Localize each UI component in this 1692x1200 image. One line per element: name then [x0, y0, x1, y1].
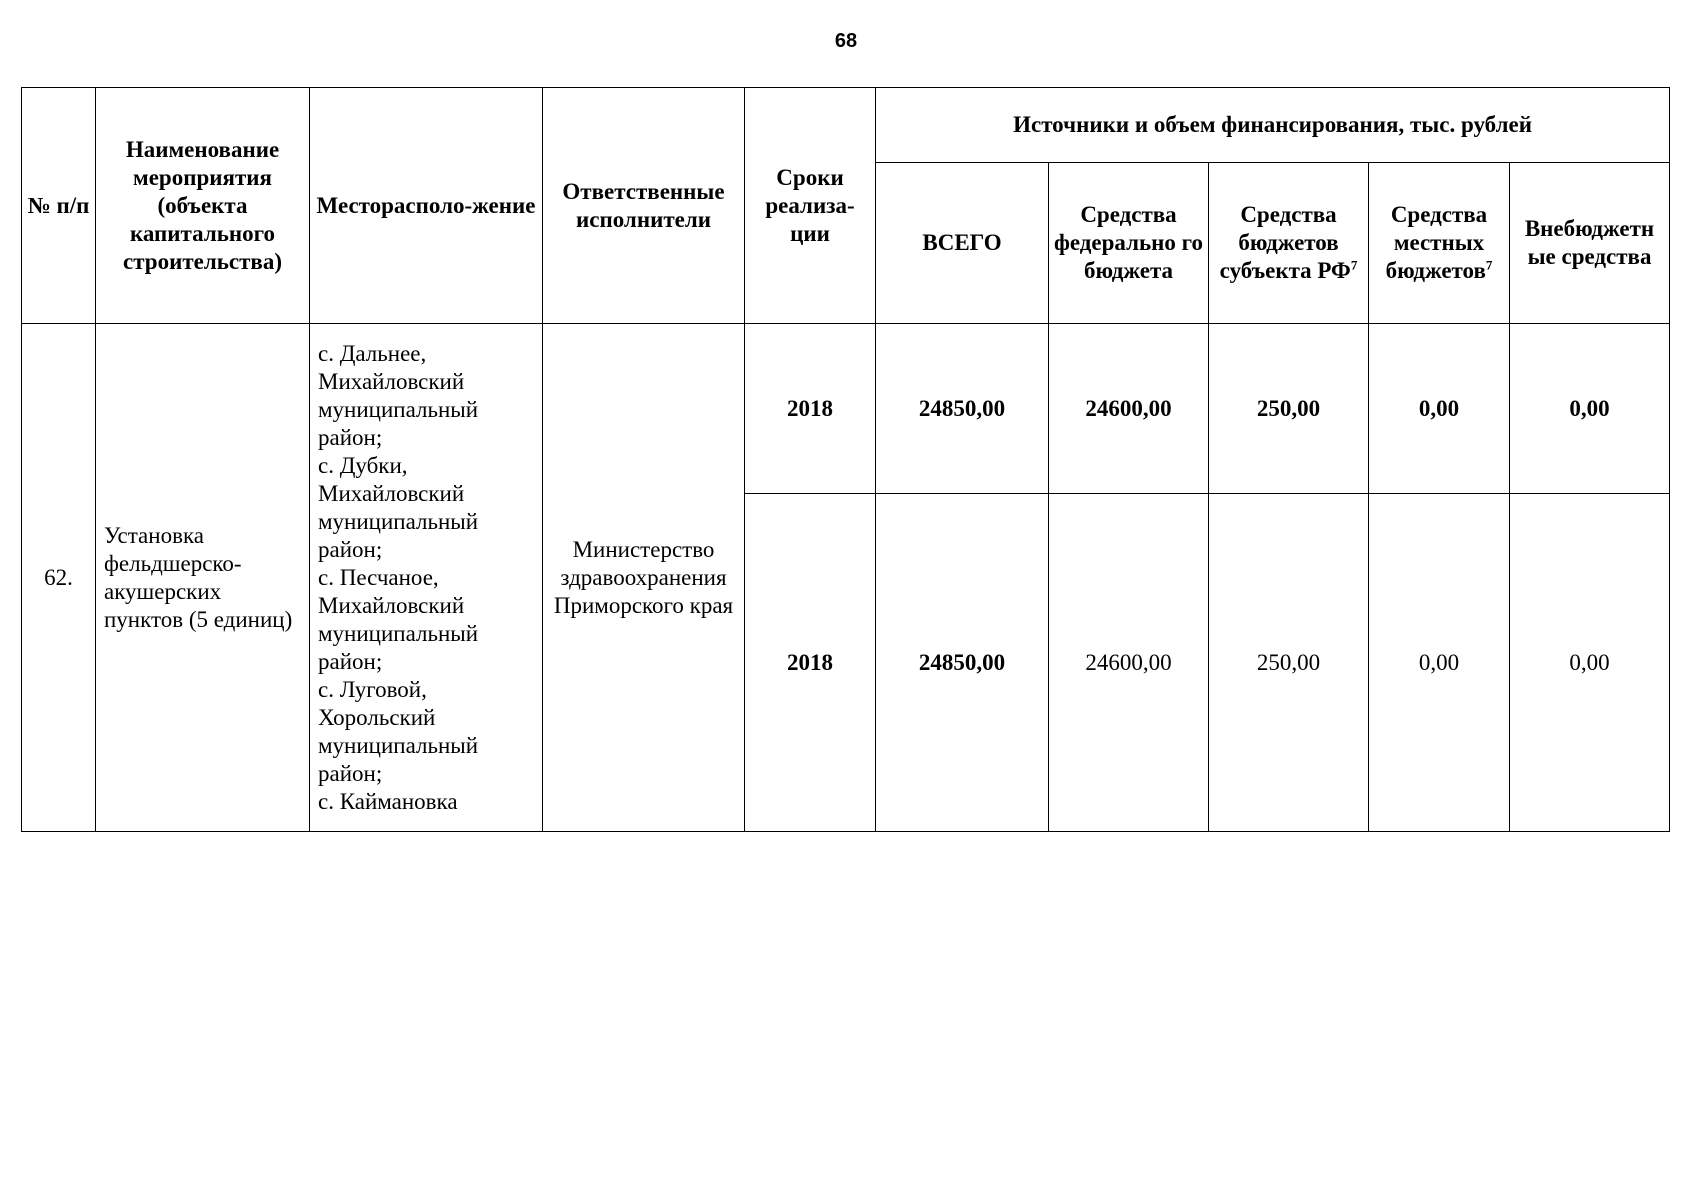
- location-line: с. Луговой,: [318, 676, 427, 702]
- row-responsible: Министерство здравоохранения Приморского края: [543, 324, 745, 832]
- header-subject-footnote: 7: [1350, 257, 1358, 273]
- row-year: 2018: [745, 494, 876, 832]
- header-num: № п/п: [22, 88, 96, 324]
- header-terms: Сроки реализа-ции: [745, 88, 876, 324]
- location-line: муниципальный: [318, 732, 479, 758]
- row-local: 0,00: [1369, 324, 1510, 494]
- location-line: Михайловский: [318, 592, 465, 618]
- row-federal: 24600,00: [1049, 494, 1209, 832]
- location-line: с. Дубки,: [318, 452, 408, 478]
- row-subject: 250,00: [1209, 324, 1369, 494]
- header-subject-text: Средства бюджетов субъекта РФ: [1219, 202, 1351, 283]
- row-num: 62.: [22, 324, 96, 832]
- header-name: Наименование мероприятия (объекта капитального строительства): [96, 88, 310, 324]
- row-location: [310, 324, 543, 832]
- location-line: с. Каймановка: [318, 788, 458, 814]
- row-extra: 0,00: [1510, 494, 1670, 832]
- location-line: район;: [318, 760, 383, 786]
- location-line: Хорольский: [318, 704, 436, 730]
- page-number: 68: [834, 30, 858, 52]
- location-line: район;: [318, 424, 383, 450]
- header-responsible: Ответственные исполнители: [543, 88, 745, 324]
- location-line: Михайловский: [318, 480, 465, 506]
- location-line: район;: [318, 648, 383, 674]
- location-line: Михайловский: [318, 368, 465, 394]
- row-total: 24850,00: [876, 494, 1049, 832]
- row-subject: 250,00: [1209, 494, 1369, 832]
- header-local-text: Средства местных бюджетов: [1385, 202, 1488, 283]
- row-name: Установка фельдшерско-акушерских пунктов (5 единиц): [96, 324, 310, 832]
- location-line: район;: [318, 536, 383, 562]
- row-total: 24850,00: [876, 324, 1049, 494]
- header-extra: Внебюджетн ые средства: [1510, 163, 1670, 324]
- location-line: с. Дальнее,: [318, 340, 427, 366]
- header-total: ВСЕГО: [876, 163, 1049, 324]
- row-year: 2018: [745, 324, 876, 494]
- location-line: с. Песчаное,: [318, 564, 439, 590]
- row-local: 0,00: [1369, 494, 1510, 832]
- location-line: муниципальный: [318, 620, 479, 646]
- header-local: [1369, 163, 1510, 324]
- header-location: Месторасполо-жение: [310, 88, 543, 324]
- location-line: муниципальный: [318, 396, 479, 422]
- header-federal: Средства федерально го бюджета: [1049, 163, 1209, 324]
- location-line: муниципальный: [318, 508, 479, 534]
- financing-table: [21, 87, 1670, 832]
- row-federal: 24600,00: [1049, 324, 1209, 494]
- header-financing: Источники и объем финансирования, тыс. рублей: [876, 88, 1670, 163]
- header-local-footnote: 7: [1485, 257, 1493, 273]
- row-extra: 0,00: [1510, 324, 1670, 494]
- header-row-1: [22, 88, 1670, 163]
- table-row: [22, 324, 1670, 494]
- header-subject: [1209, 163, 1369, 324]
